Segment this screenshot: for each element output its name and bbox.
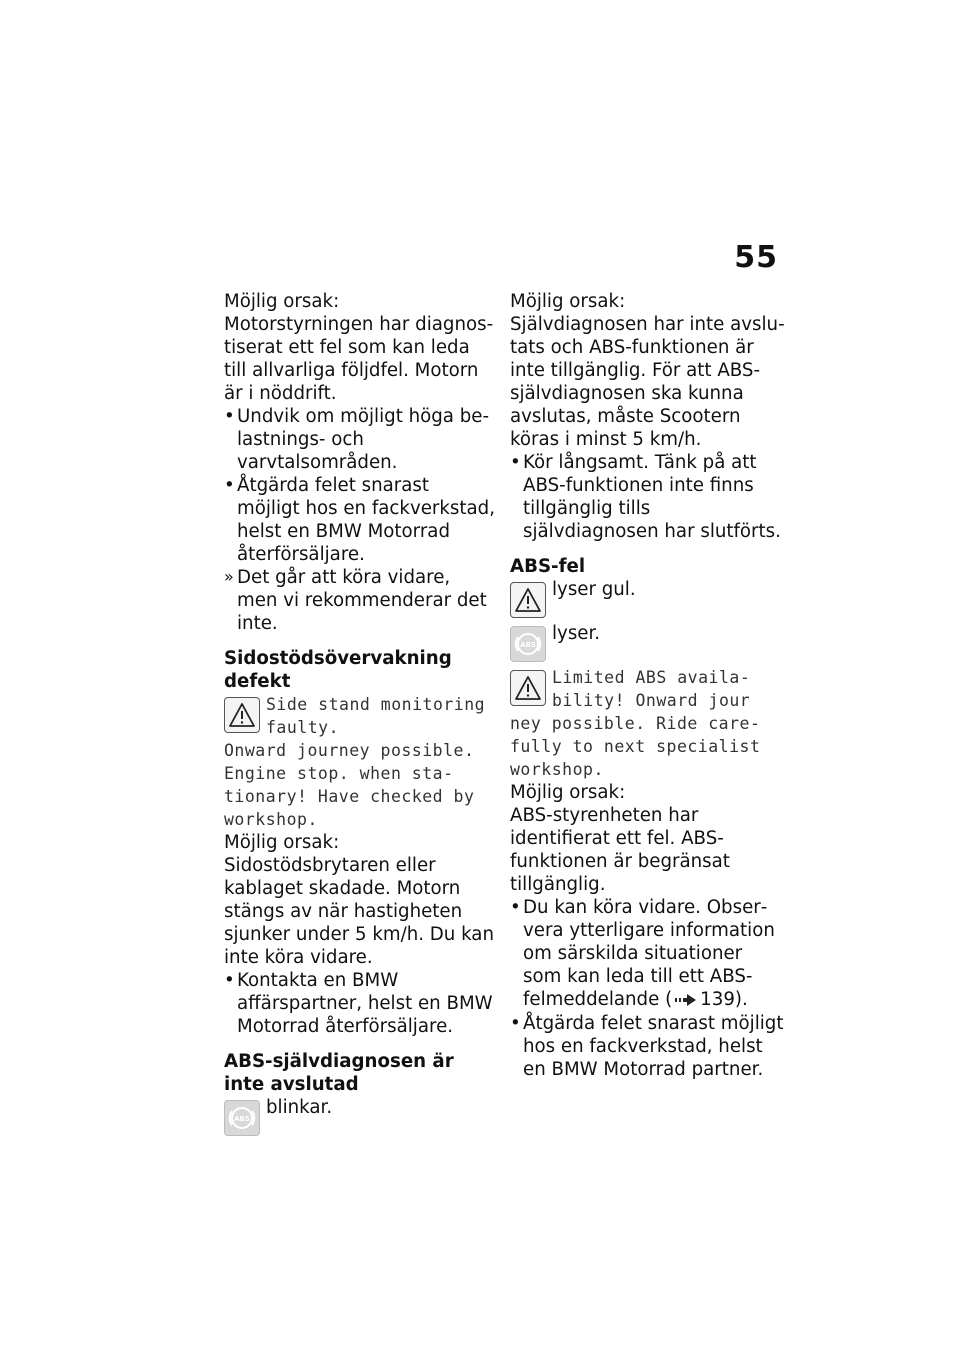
cause-label: Möjlig orsak: bbox=[510, 291, 626, 312]
display-message: Side stand monitoring faulty. bbox=[266, 695, 486, 737]
cause-text: Självdiagnosen har inte avslutats och ABS-funktionen är inte tillgänglig. För att ABS-självdiagnosen ska kunna avslutas, måste Scootern köras i minst 5 km/h. bbox=[510, 314, 785, 450]
display-message-cont: ney possible. Ride carefully to next specialist workshop. bbox=[510, 714, 761, 779]
page-reference[interactable]: 139 bbox=[700, 989, 735, 1010]
bullet-item: • Kontakta en BMW affärspartner, helst en BMW Motorrad återförsäljare. bbox=[224, 969, 496, 1038]
section-heading-sidestand: Sidostödsövervakning defekt bbox=[224, 648, 452, 692]
page-number: 55 bbox=[734, 240, 778, 275]
bullet-item: • Åtgärda felet snarast möjligt hos en fackverkstad, helst en BMW Motorrad återförsäljare. bbox=[224, 474, 496, 566]
indicator-state: lyser. bbox=[552, 623, 601, 644]
bullet-text: Du kan köra vidare. Observera ytterligare information om särskilda situationer som kan leda till ett ABS-felmeddelande ( bbox=[523, 897, 775, 1010]
sidestand-message bbox=[224, 693, 496, 739]
svg-text:ABS: ABS bbox=[234, 1115, 250, 1123]
right-column bbox=[510, 290, 785, 1081]
warning-triangle-icon bbox=[510, 582, 546, 618]
cause-label: Möjlig orsak: bbox=[224, 832, 340, 853]
cause-label: Möjlig orsak: bbox=[224, 291, 340, 312]
display-message-cont: Onward journey possible. Engine stop. when stationary! Have checked by workshop. bbox=[224, 741, 475, 829]
abs-icon bbox=[224, 1100, 260, 1136]
bullet-item: • Åtgärda felet snarast möjligt hos en fackverkstad, helst en BMW Motorrad partner. bbox=[510, 1012, 785, 1081]
abs-lit-row bbox=[510, 622, 785, 664]
warning-yellow-row bbox=[510, 578, 785, 620]
abs-blink-row bbox=[224, 1096, 496, 1138]
section-heading-abs-diagnosis: ABS-självdiagnosen är inte avslutad bbox=[224, 1051, 454, 1095]
warning-triangle-icon bbox=[510, 670, 546, 706]
bullet-item bbox=[510, 896, 785, 1012]
warning-triangle-icon bbox=[224, 697, 260, 733]
cause-label: Möjlig orsak: bbox=[510, 782, 626, 803]
cause-text: Sidostödsbrytaren eller kablaget skadade. Motorn stängs av när hastigheten sjunker under 5 km/h. Du kan inte köra vidare. bbox=[224, 855, 494, 968]
bullet-text-end: ). bbox=[734, 989, 748, 1010]
indicator-state: blinkar. bbox=[266, 1097, 333, 1118]
svg-text:ABS: ABS bbox=[520, 641, 536, 649]
cause-text: ABS-styrenheten har identifierat ett fel. ABS-funktionen är begränsat tillgänglig. bbox=[510, 805, 730, 895]
result-item: » Det går att köra vidare, men vi rekommenderar det inte. bbox=[224, 566, 496, 635]
abs-limited-message bbox=[510, 666, 785, 712]
section-heading-abs-fault: ABS-fel bbox=[510, 556, 586, 577]
indicator-state: lyser gul. bbox=[552, 579, 636, 600]
abs-icon bbox=[510, 626, 546, 662]
cause-text: Motorstyrningen har diagnostiserat ett fel som kan leda till allvarliga följdfel. Motorn är i nöddrift. bbox=[224, 314, 494, 404]
display-message: Limited ABS availability! Onward jour bbox=[552, 668, 751, 710]
left-column bbox=[224, 290, 496, 1140]
bullet-item: • Undvik om möjligt höga belastnings- och varvtalsområden. bbox=[224, 405, 496, 474]
bullet-item: • Kör långsamt. Tänk på att ABS-funktionen inte finns tillgänglig tills självdiagnosen har slutförts. bbox=[510, 451, 785, 543]
page-reference-arrow-icon bbox=[675, 989, 697, 1012]
